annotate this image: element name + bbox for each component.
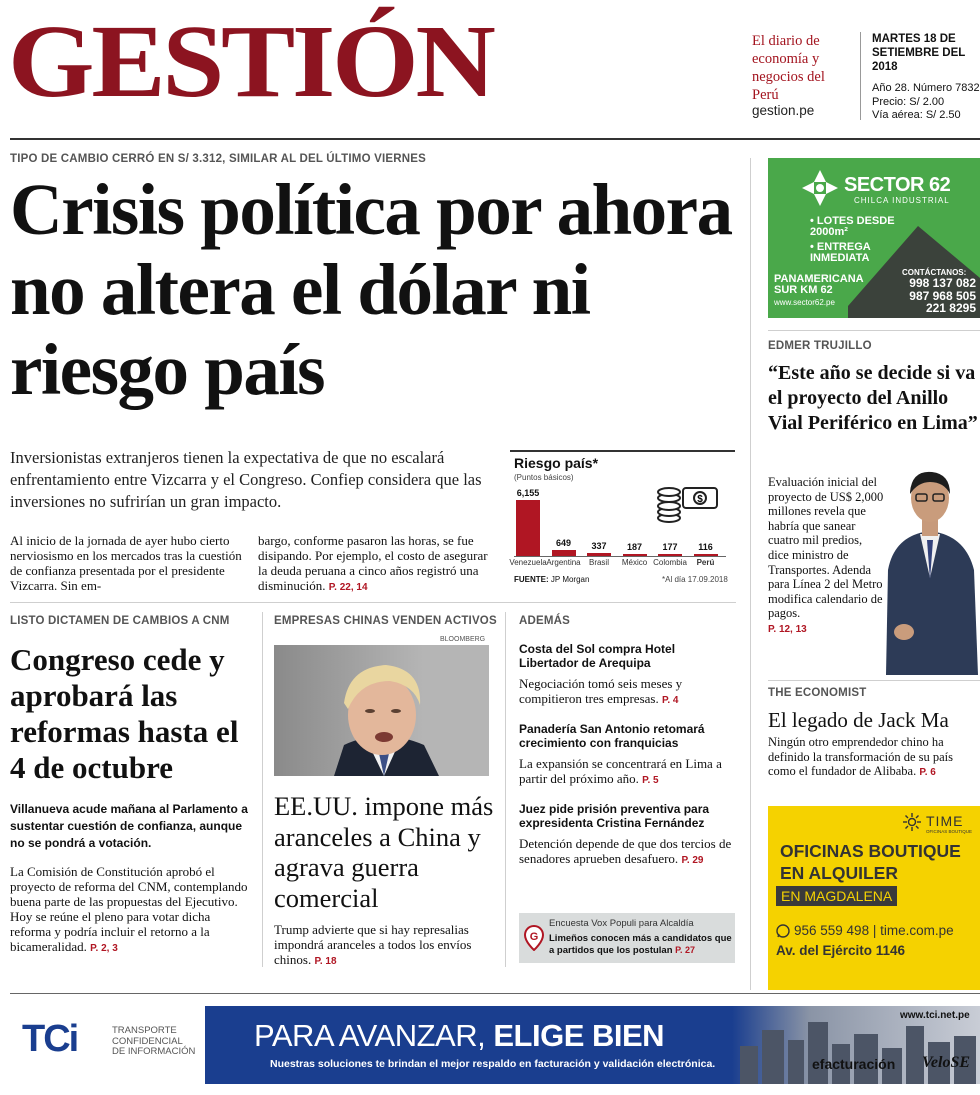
poll-box[interactable] <box>519 913 735 963</box>
ademas-item[interactable] <box>519 722 737 788</box>
lead-col2-text: bargo, conforme pasaron las horas, se fue disipando. Por ejemplo, el costo de asegurar la deuda peruana a cinco años registró una disminución. <box>258 533 488 593</box>
economist-body-text: Ningún otro emprendedor chino ha definido la transformación de su país como el fundador de Alibaba. <box>768 735 954 779</box>
chart-value-label: 6,155 <box>516 488 540 498</box>
sector62-location: PANAMERICANA SUR KM 62 <box>774 273 864 296</box>
time-contact: 956 559 498 | time.com.pe <box>794 923 954 938</box>
time-line1: OFICINAS BOUTIQUE <box>780 841 961 861</box>
issue-number: Año 28. Número 7832 <box>872 82 980 94</box>
sector62-web[interactable]: www.sector62.pe <box>774 298 835 307</box>
trujillo-kicker: EDMER TRUJILLO <box>768 340 872 352</box>
masthead-site[interactable]: gestion.pe <box>752 103 815 118</box>
ademas-item[interactable] <box>519 642 737 708</box>
chart-source <box>514 575 589 584</box>
ademas-item-title[interactable]: Juez pide prisión preventiva para expresidenta Cristina Fernández <box>519 802 710 830</box>
cnm-body-p1: La Comisión de Constitución aprobó el proyecto de reforma del CNM, contemplando buena parte de las propuestas del Ejecutivo. <box>10 864 248 909</box>
chart-source-value: JP Morgan <box>550 575 590 584</box>
sector62-ad[interactable] <box>768 158 980 318</box>
chart-value-label: 116 <box>698 542 713 552</box>
ademas-item-ref[interactable]: P. 4 <box>661 695 679 706</box>
sector62-phone[interactable]: 998 137 082 <box>909 276 976 290</box>
cnm-headline[interactable]: Congreso cede y aprobará las reformas hasta el 4 de octubre <box>10 642 239 785</box>
chart-title: Riesgo país* <box>514 455 599 471</box>
trujillo-body <box>768 475 886 638</box>
chart-value-label: 649 <box>555 538 572 549</box>
chart-category-label: México <box>621 558 648 567</box>
ademas-item-title[interactable]: Panadería San Antonio retomará crecimiento con franquicias <box>519 722 705 750</box>
tci-desc-line: DE INFORMACIÓN <box>112 1046 196 1057</box>
sector62-phone[interactable]: 221 8295 <box>925 301 976 315</box>
lead-page-ref[interactable]: P. 22, 14 <box>328 582 368 593</box>
trump-photo <box>274 645 489 776</box>
time-ad[interactable] <box>768 806 980 990</box>
sector62-phone[interactable]: 987 968 505 <box>909 288 976 303</box>
ademas-item[interactable] <box>519 802 737 868</box>
tci-desc <box>112 1026 195 1058</box>
trujillo-photo <box>880 460 980 675</box>
cnm-body-p2-wrap <box>10 909 250 956</box>
ademas-item-text: La expansión se concentrará en Lima a partir del próximo año. <box>519 756 722 786</box>
efacturacion-logo: efacturación <box>812 1056 896 1072</box>
sun-icon <box>902 812 922 832</box>
issue-air-price: Vía aérea: S/ 2.50 <box>872 109 961 121</box>
china-body-text: Trump advierte que si hay represalias impondrá aranceles a todos los envíos chinos. <box>274 922 472 967</box>
poll-ref[interactable]: P. 27 <box>675 944 696 955</box>
sector62-brand: SECTOR 62 <box>844 174 951 196</box>
chart-category-label: Brasil <box>588 558 609 567</box>
cnm-kicker: LISTO DICTAMEN DE CAMBIOS A CNM <box>10 615 230 627</box>
poll-text: Limeños conocen más a candidatos que a partidos que los postulan <box>549 933 732 956</box>
chart-value-label: 337 <box>591 540 607 551</box>
masthead-tagline: El diario de economía y negocios del Perú <box>752 33 825 103</box>
ademas-item-text: Detención depende de que dos tercios de senadores aprueben desafuero. <box>519 836 732 866</box>
tci-ad[interactable] <box>0 1006 980 1084</box>
ademas-item-text-wrap <box>519 756 737 788</box>
cnm-body-p2: Hoy se reúne el pleno para votar dicha reforma y podría incluir el retorno a la bicameralidad. <box>10 909 211 954</box>
ademas-item-ref[interactable]: P. 29 <box>681 855 704 866</box>
lead-col1: Al inicio de la jornada de ayer hubo cierto nerviosismo en los mercados tras la cuestión de confianza presentada por el presidente Vizcarra. Sin em- <box>10 533 242 593</box>
trujillo-headline[interactable]: “Este año se decide si va el proyecto del Anillo Vial Periférico en Lima” <box>768 362 978 434</box>
poll-label: Encuesta Vox Populi para Alcaldía <box>549 918 694 929</box>
time-line3: EN MAGDALENA <box>776 886 897 906</box>
chart-source-label: FUENTE: <box>514 575 549 584</box>
issue-date: MARTES 18 DE SETIEMBRE DEL 2018 <box>872 33 966 73</box>
china-page-ref[interactable]: P. 18 <box>314 956 337 967</box>
ademas-item-text-wrap <box>519 676 737 708</box>
city-skyline-icon <box>730 1016 980 1084</box>
cnm-body <box>10 864 250 956</box>
chart-category-label: Colombia <box>653 558 687 567</box>
china-body <box>274 922 499 969</box>
chart-value-label: 187 <box>626 542 643 552</box>
chart-area <box>510 484 735 572</box>
time-phone[interactable]: 956 559 498 <box>794 923 870 938</box>
velose-logo: VeloSE <box>922 1054 971 1071</box>
economist-body <box>768 735 980 781</box>
ademas-item-text: Negociación tomó seis meses y compitieron tres empresas. <box>519 676 683 706</box>
sector62-bullet2-text: ENTREGA INMEDIATA <box>810 241 871 264</box>
chart-category-label: Venezuela <box>509 558 547 567</box>
ademas-item-text-wrap <box>519 836 737 868</box>
economist-page-ref[interactable]: P. 6 <box>919 767 936 779</box>
chart-bar <box>516 500 540 556</box>
lead-deck: Inversionistas extranjeros tienen la expectativa de que no escalará enfrentamiento entre Vizcarra y el Congreso. Confiep considera que las inversiones no sufrirían un gran impacto. <box>10 448 482 511</box>
tci-desc-line: CONFIDENCIAL <box>112 1035 183 1047</box>
cnm-deck: Villanueva acude mañana al Parlamento a sustentar cuestión de confianza, aunque no se pondrá a votación. <box>10 802 248 850</box>
whatsapp-icon <box>776 924 790 938</box>
sector62-bullet2: • ENTREGA INMEDIATA <box>810 241 871 264</box>
lead-headline[interactable]: Crisis política por ahora no altera el dólar ni riesgo país <box>10 169 732 410</box>
chart-value-label: 177 <box>662 542 678 552</box>
svg-text:G: G <box>529 931 539 943</box>
svg-text:$: $ <box>697 494 703 505</box>
lead-kicker: TIPO DE CAMBIO CERRÓ EN S/ 3.312, SIMILAR AL DEL ÚLTIMO VIERNES <box>10 153 427 165</box>
tci-slogan-b: ELIGE BIEN <box>493 1018 665 1053</box>
tci-slogan <box>254 1018 664 1054</box>
sector62-phones <box>896 277 976 315</box>
tci-desc-line: TRANSPORTE <box>112 1025 177 1036</box>
trujillo-page-ref[interactable]: P. 12, 13 <box>768 623 807 635</box>
tci-slogan-a: PARA AVANZAR, <box>254 1018 486 1053</box>
chart-category-label: Argentina <box>546 558 581 567</box>
time-address: Av. del Ejército 1146 <box>776 943 906 958</box>
ademas-list <box>519 642 737 868</box>
chart-category-label: Perú <box>696 558 715 567</box>
tci-web[interactable]: www.tci.net.pe <box>900 1010 970 1021</box>
photo-credit: BLOOMBERG <box>440 636 486 643</box>
lead-col2 <box>258 533 498 595</box>
map-pin-icon <box>524 925 544 951</box>
ademas-kicker: ADEMÁS <box>519 615 571 627</box>
chart-subtitle: (Puntos básicos) <box>514 473 574 482</box>
economist-kicker: THE ECONOMIST <box>768 687 867 699</box>
sector62-bullet1-text: LOTES DESDE 2000m² <box>810 215 895 238</box>
cnm-page-ref[interactable]: P. 2, 3 <box>90 943 118 954</box>
sector62-logo-icon <box>800 168 840 208</box>
ademas-item-title[interactable]: Costa del Sol compra Hotel Libertador de Arequipa <box>519 642 676 670</box>
ademas-item-ref[interactable]: P. 5 <box>642 775 659 786</box>
trujillo-body-text: Evaluación inicial del proyecto de US$ 2,000 millones revela que habría que sanear cuatro mil predios, dice ministro de Transportes. Adenda para Línea 2 del Metro modifica calendario de pagos. <box>768 475 884 621</box>
time-web[interactable]: time.com.pe <box>880 923 954 938</box>
sector62-sub: CHILCA INDUSTRIAL <box>854 196 950 205</box>
tci-logo: TCi <box>22 1018 78 1060</box>
masthead-logo: GESTIÓN <box>8 4 493 119</box>
poll-text-wrap <box>549 933 733 956</box>
sector62-bullet1: • LOTES DESDE 2000m² <box>810 215 895 238</box>
issue-price: Precio: S/ 2.00 <box>872 95 945 108</box>
sector62-contact-label: CONTÁCTANOS: <box>902 268 967 277</box>
time-line2: EN ALQUILER <box>780 863 898 883</box>
economist-headline[interactable]: El legado de Jack Ma <box>768 708 949 732</box>
tci-subline: Nuestras soluciones te brindan el mejor respaldo en facturación y validación electrónica. <box>270 1058 716 1070</box>
chart-note: *Al día 17.09.2018 <box>662 575 728 584</box>
china-kicker: EMPRESAS CHINAS VENDEN ACTIVOS <box>274 615 497 627</box>
time-brand: TIME <box>926 813 964 829</box>
issue-info <box>872 82 980 123</box>
time-brand-sub: OFICINAS BOUTIQUE <box>926 829 973 834</box>
china-headline[interactable]: EE.UU. impone más aranceles a China y agrava guerra comercial <box>274 791 494 913</box>
